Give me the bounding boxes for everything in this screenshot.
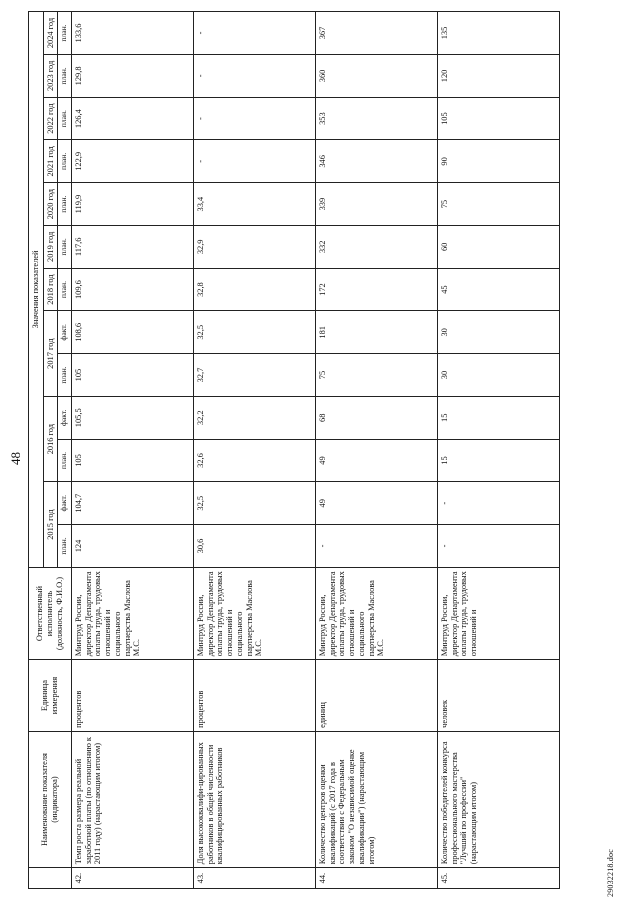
value-cell: 105 [71, 354, 193, 397]
indicator-name: Доля высококвалифи-цированных работников в общей численности квалифицированных работников [193, 731, 315, 867]
value-cell: 367 [315, 12, 437, 55]
value-cell: 119,9 [71, 183, 193, 226]
year-header: 2018 год [43, 268, 57, 311]
value-cell: 181 [315, 311, 437, 354]
value-cell: 32,5 [193, 482, 315, 525]
value-cell: - [315, 525, 437, 568]
value-cell: - [437, 482, 559, 525]
value-cell: 124 [71, 525, 193, 568]
value-cell: 49 [315, 482, 437, 525]
value-cell: 32,7 [193, 354, 315, 397]
value-cell: 346 [315, 140, 437, 183]
value-cell: 32,5 [193, 311, 315, 354]
value-cell: 32,2 [193, 396, 315, 439]
responsible-cell: Минтруд России, директор Департамента оплаты труда, трудовых отношений и социального партнерства Маслова М.С. [71, 567, 193, 659]
value-cell: 30,6 [193, 525, 315, 568]
row-number: 45. [437, 868, 559, 889]
value-cell: 332 [315, 225, 437, 268]
value-cell: 172 [315, 268, 437, 311]
year-header: 2019 год [43, 225, 57, 268]
value-cell: 129,8 [71, 55, 193, 98]
value-cell: 108,6 [71, 311, 193, 354]
unit-cell: процентов [71, 660, 193, 732]
value-cell: 32,9 [193, 225, 315, 268]
value-cell: 30 [437, 311, 559, 354]
value-cell: - [193, 97, 315, 140]
row-number: 44. [315, 868, 437, 889]
indicator-name: Темп роста размера реальной заработной платы (по отношению к 2011 году) (нарастающим итогом) [71, 731, 193, 867]
fact-header: факт. [57, 311, 71, 354]
value-cell: - [193, 55, 315, 98]
value-cell: 120 [437, 55, 559, 98]
page-number: 48 [8, 452, 23, 465]
year-header: 2015 год [43, 482, 57, 567]
unit-cell: человек [437, 660, 559, 732]
unit-header: Единица измерения [29, 660, 72, 732]
plan-header: план. [57, 12, 71, 55]
table-row [71, 12, 193, 889]
table-row [193, 12, 315, 889]
row-number: 43. [193, 868, 315, 889]
value-cell: 360 [315, 55, 437, 98]
plan-header: план. [57, 354, 71, 397]
year-header: 2023 год [43, 55, 57, 98]
document-code: 29032218.doc [606, 849, 615, 897]
value-cell: - [437, 525, 559, 568]
value-cell: 68 [315, 396, 437, 439]
value-cell: 126,4 [71, 97, 193, 140]
value-cell: - [193, 12, 315, 55]
value-cell: 30 [437, 354, 559, 397]
fact-header: факт. [57, 482, 71, 525]
value-cell: - [193, 140, 315, 183]
year-header: 2017 год [43, 311, 57, 396]
value-cell: 105,5 [71, 396, 193, 439]
indicator-name: Количество центров оценки квалификаций (с 2017 года в соответствии с Федеральным законом "О независимой оценке квалификации") (нарастающим итогом) [315, 731, 437, 867]
value-cell: 15 [437, 439, 559, 482]
value-cell: 45 [437, 268, 559, 311]
fact-header: факт. [57, 396, 71, 439]
table-row [315, 12, 437, 889]
value-cell: 60 [437, 225, 559, 268]
plan-header: план. [57, 55, 71, 98]
plan-header: план. [57, 268, 71, 311]
year-header: 2022 год [43, 97, 57, 140]
plan-header: план. [57, 97, 71, 140]
plan-header: план. [57, 183, 71, 226]
value-cell: 135 [437, 12, 559, 55]
plan-header: план. [57, 140, 71, 183]
plan-header: план. [57, 225, 71, 268]
year-header: 2024 год [43, 12, 57, 55]
value-cell: 32,6 [193, 439, 315, 482]
plan-header: план. [57, 525, 71, 568]
value-cell: 75 [315, 354, 437, 397]
num-header [29, 868, 72, 889]
value-cell: 105 [71, 439, 193, 482]
value-cell: 109,6 [71, 268, 193, 311]
value-cell: 49 [315, 439, 437, 482]
value-cell: 105 [437, 97, 559, 140]
value-cell: 353 [315, 97, 437, 140]
value-cell: 90 [437, 140, 559, 183]
header-row-1 [29, 12, 44, 889]
unit-cell: единиц [315, 660, 437, 732]
table-row [437, 12, 559, 889]
responsible-header: Ответственный исполнитель (должность, Ф.И.О.) [29, 567, 72, 659]
responsible-cell: Минтруд России, директор Департамента оплаты труда, трудовых отношений и социального партнерства Маслова М.С. [315, 567, 437, 659]
responsible-cell: Минтруд России, директор Департамента оплаты труда, трудовых отношений и социального партнерства Маслова М.С. [193, 567, 315, 659]
values-group-header: Значения показателей [29, 12, 44, 568]
value-cell: 104,7 [71, 482, 193, 525]
indicators-table [28, 11, 560, 889]
value-cell: 15 [437, 396, 559, 439]
value-cell: 339 [315, 183, 437, 226]
plan-header: план. [57, 439, 71, 482]
value-cell: 32,8 [193, 268, 315, 311]
name-header: Наименование показателя (индикатора) [29, 731, 72, 867]
indicator-name: Количество победителей конкурса профессионального мастерства "Лучший по профессии" (нарастающим итогом) [437, 731, 559, 867]
row-number: 42. [71, 868, 193, 889]
value-cell: 122,9 [71, 140, 193, 183]
unit-cell: процентов [193, 660, 315, 732]
value-cell: 33,4 [193, 183, 315, 226]
year-header: 2016 год [43, 396, 57, 481]
value-cell: 75 [437, 183, 559, 226]
year-header: 2020 год [43, 183, 57, 226]
value-cell: 117,6 [71, 225, 193, 268]
responsible-cell: Минтруд России, директор Департамента оплаты труда, трудовых отношений и [437, 567, 559, 659]
year-header: 2021 год [43, 140, 57, 183]
value-cell: 133,6 [71, 12, 193, 55]
